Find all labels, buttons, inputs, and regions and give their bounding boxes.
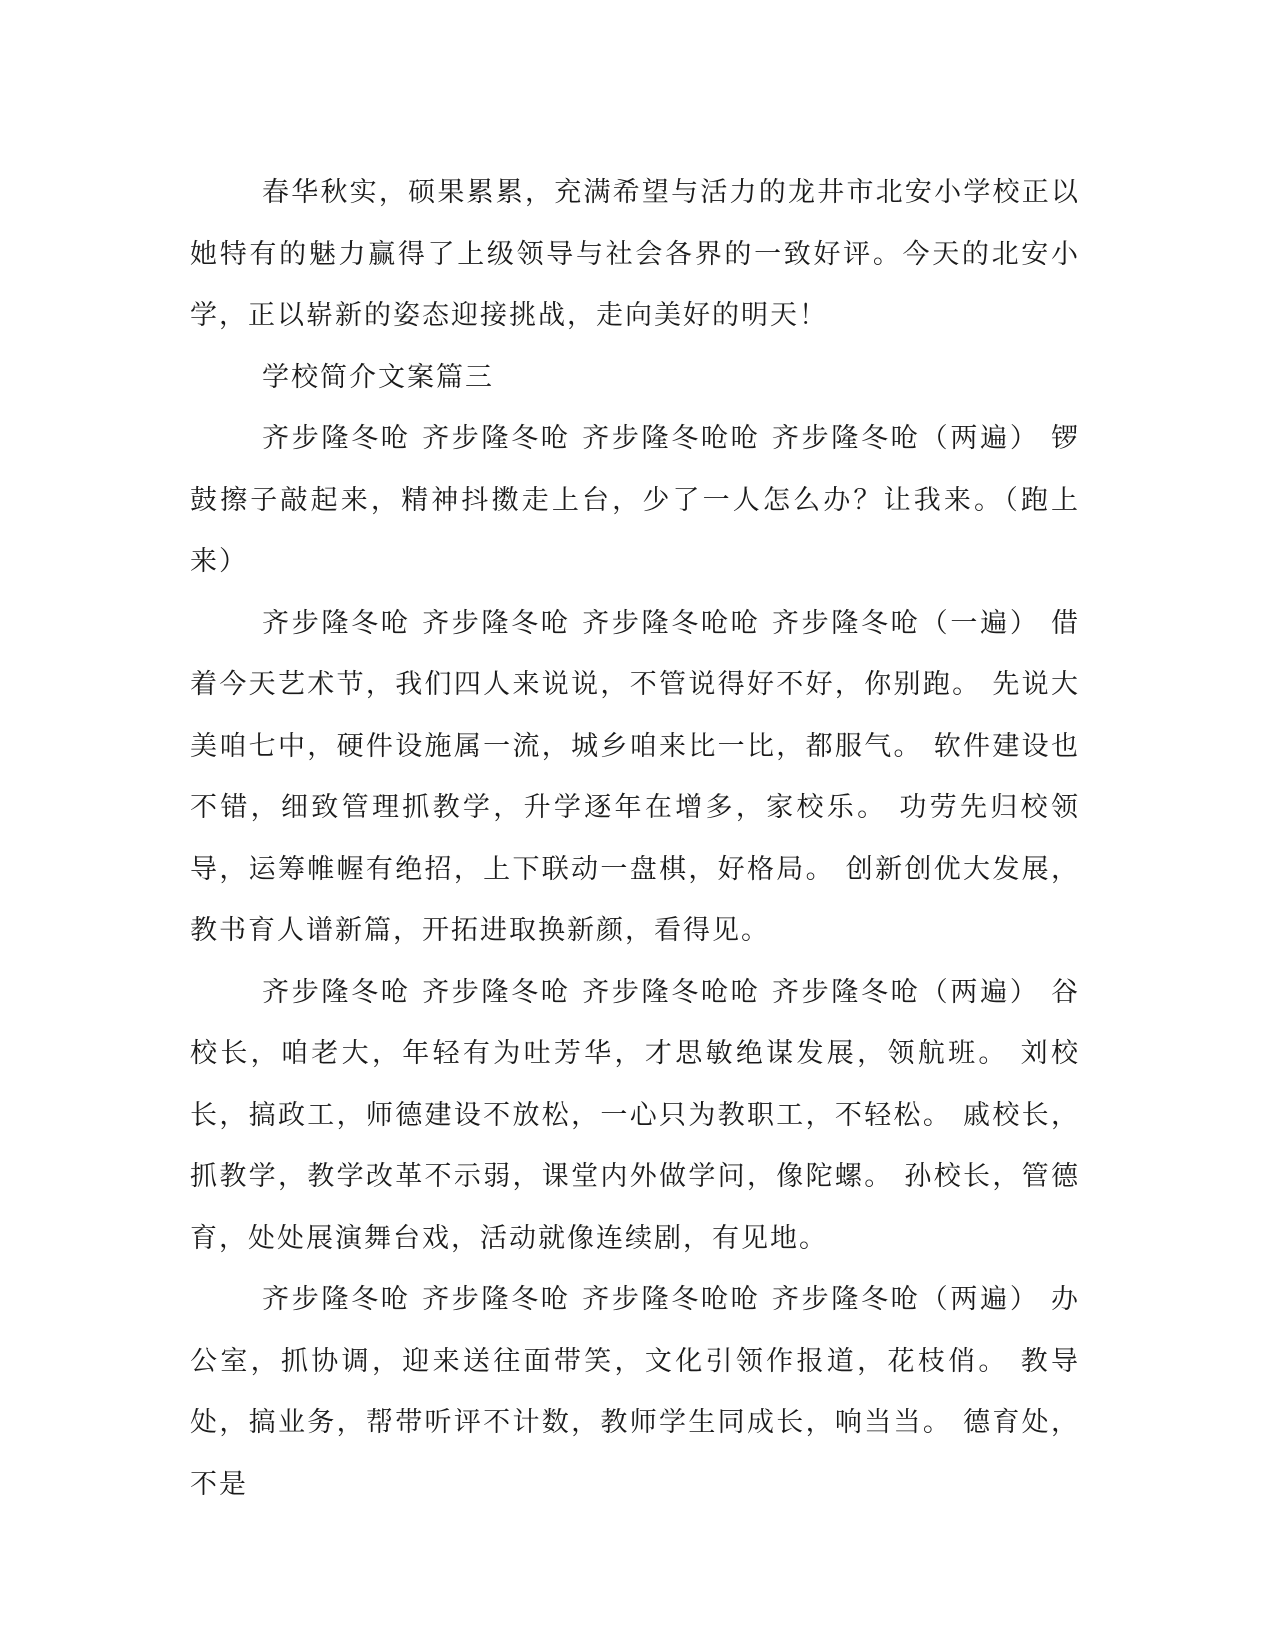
paragraph-verse-3: 齐步隆冬呛 齐步隆冬呛 齐步隆冬呛呛 齐步隆冬呛（两遍） 谷校长，咱老大，年轻有为吐芳华，才思敏绝谋发展，领航班。 刘校长，搞政工，师德建设不放松，一心只为教职工，不轻松。 戚校长，抓教学，教学改革不示弱，课堂内外做学问，像陀螺。 孙校长，管德育，处处展演舞台戏，活动就像连续剧，有见地。: [190, 976, 1080, 1254]
section-heading: 学校简介文案篇三: [262, 361, 494, 393]
paragraph-verse-4: 齐步隆冬呛 齐步隆冬呛 齐步隆冬呛呛 齐步隆冬呛（两遍） 办公室，抓协调，迎来送往面带笑，文化引领作报道，花枝俏。 教导处，搞业务，帮带听评不计数，教师学生同成长，响当当。 德育处，不是: [190, 1284, 1080, 1500]
paragraph-verse-2: 齐步隆冬呛 齐步隆冬呛 齐步隆冬呛呛 齐步隆冬呛（一遍） 借着今天艺术节，我们四人来说说，不管说得好不好，你别跑。 先说大美咱七中，硬件设施属一流，城乡咱来比一比，都服气。 软件建设也不错，细致管理抓教学，升学逐年在增多，家校乐。 功劳先归校领导，运筹帷幄有绝招，上下联动一盘棋，好格局。 创新创优大发展，教书育人谱新篇，开拓进取换新颜，看得见。: [190, 607, 1080, 946]
document-body: [190, 162, 1080, 1515]
paragraph-verse-1: 齐步隆冬呛 齐步隆冬呛 齐步隆冬呛呛 齐步隆冬呛（两遍） 锣鼓擦子敲起来，精神抖擞走上台，少了一人怎么办？让我来。（跑上来）: [190, 423, 1080, 577]
paragraph-closing: 春华秋实，硕果累累，充满希望与活力的龙井市北安小学校正以她特有的魅力赢得了上级领导与社会各界的一致好评。今天的北安小学，正以崭新的姿态迎接挑战，走向美好的明天！: [190, 177, 1080, 331]
